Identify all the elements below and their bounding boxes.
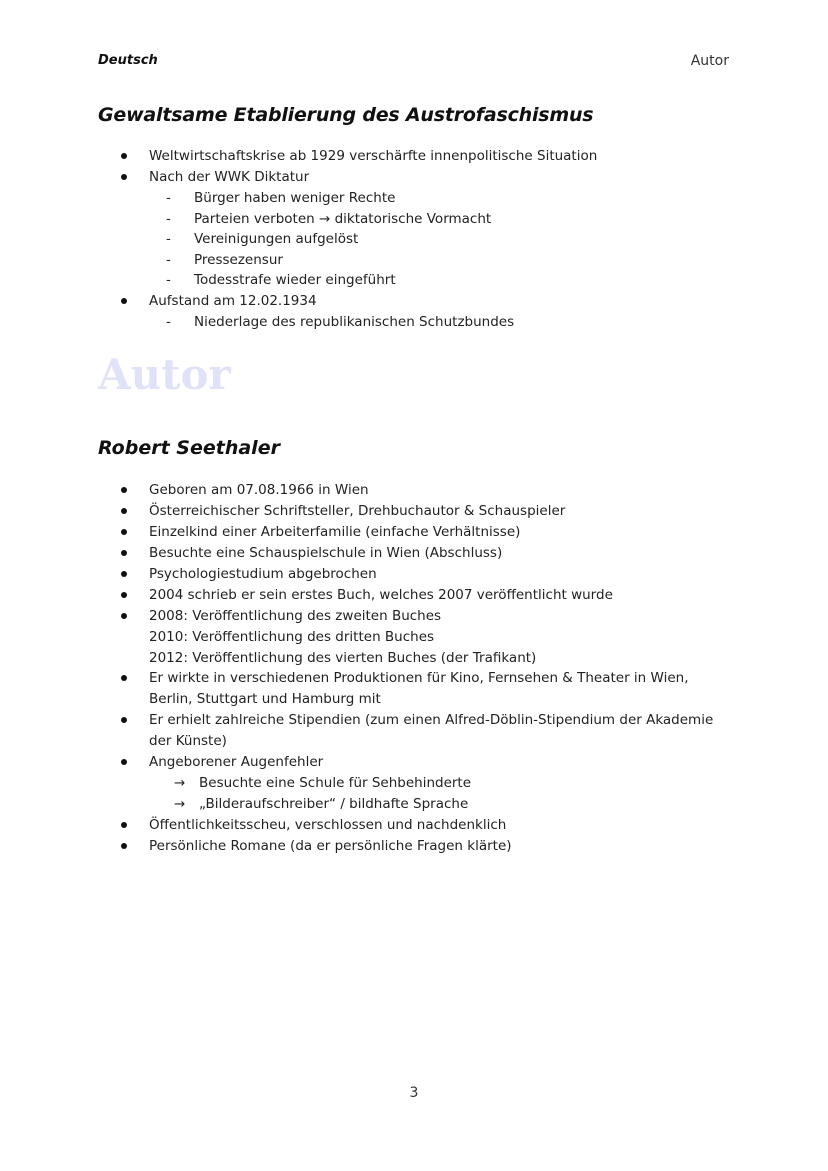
list-item (0, 585, 828, 606)
bullet-icon (121, 843, 127, 849)
list-item (0, 710, 828, 752)
list-item (0, 501, 828, 522)
list-item (0, 564, 828, 585)
arrow-right-icon: → (174, 775, 186, 791)
bullet-icon (121, 529, 127, 535)
list-item-text: Nach der WWK Diktatur (149, 169, 310, 185)
list-item-text: Er erhielt zahlreiche Stipendien (zum einen Alfred-Döblin-Stipendium der Akademie der Künste) (149, 712, 714, 749)
sub-item-text: Bürger haben weniger Rechte (194, 190, 396, 206)
arrow-item (0, 773, 828, 794)
sub-item (0, 209, 828, 230)
sub-item-text: Vereinigungen aufgelöst (194, 231, 359, 247)
bullet-icon (121, 592, 127, 598)
bullet-icon (121, 675, 127, 681)
sub-item-text: Pressezensur (194, 251, 283, 268)
list-item (0, 606, 828, 627)
bullet-icon (121, 759, 127, 765)
list-item-text: Öffentlichkeitsscheu, verschlossen und nachdenklich (149, 817, 507, 833)
bullet-icon (121, 822, 127, 828)
list-item-text: Aufstand am 12.02.1934 (149, 292, 317, 309)
header-topic: Autor (690, 53, 729, 69)
list-item (0, 167, 828, 188)
arrow-item-text: Besuchte eine Schule für Sehbehinderte (199, 775, 472, 791)
sub-item (0, 250, 828, 271)
dash-icon: - (166, 313, 171, 330)
arrow-item (0, 794, 828, 815)
arrow-right-icon: → (174, 796, 186, 812)
list-item-text: 2004 schrieb er sein erstes Buch, welches 2007 veröffentlicht wurde (149, 587, 613, 603)
bullet-icon (121, 571, 127, 577)
chapter-heading-autor: Autor (98, 350, 231, 399)
dash-icon: - (166, 272, 171, 288)
list-item-text: 2010: Veröffentlichung des dritten Buches (149, 629, 435, 645)
section-title-austrofaschismus: Gewaltsame Etablierung des Austrofaschismus (98, 104, 594, 126)
list-item (0, 291, 828, 312)
list-item-text: Psychologiestudium abgebrochen (149, 566, 377, 582)
bullet-icon (121, 613, 127, 619)
bullet-icon (121, 487, 127, 493)
bullet-icon (121, 508, 127, 514)
list-item (0, 543, 828, 564)
list-item-continuation (0, 627, 828, 648)
dash-icon: - (166, 210, 171, 227)
sub-item (0, 270, 828, 291)
sub-item (0, 229, 828, 250)
seethaler-list (0, 480, 828, 857)
list-item-text: 2008: Veröffentlichung des zweiten Buches (149, 608, 442, 624)
austrofaschismus-list (0, 146, 828, 332)
list-item-text: Persönliche Romane (da er persönliche Fragen klärte) (149, 838, 512, 854)
page-number: 3 (409, 1085, 419, 1101)
sub-item (0, 188, 828, 209)
list-item-text: Er wirkte in verschiedenen Produktionen für Kino, Fernsehen & Theater in Wien, Berlin, Stuttgart und Hamburg mit (149, 670, 689, 707)
list-item-continuation (0, 648, 828, 669)
list-item (0, 752, 828, 773)
bullet-icon (121, 153, 127, 159)
sub-item-text: Niederlage des republikanischen Schutzbundes (194, 313, 515, 330)
list-item-text: Geboren am 07.08.1966 in Wien (149, 482, 369, 498)
list-item-text: 2012: Veröffentlichung des vierten Buches (der Trafikant) (149, 649, 537, 666)
sub-item (0, 312, 828, 333)
list-item-text: Einzelkind einer Arbeiterfamilie (einfache Verhältnisse) (149, 524, 521, 540)
list-item (0, 836, 828, 857)
bullet-icon (121, 550, 127, 556)
dash-icon: - (166, 231, 171, 247)
list-item-text: Weltwirtschaftskrise ab 1929 verschärfte innenpolitische Situation (149, 148, 598, 164)
sub-item-text: Parteien verboten → diktatorische Vormacht (194, 210, 492, 227)
list-item (0, 480, 828, 501)
list-item-text: Besuchte eine Schauspielschule in Wien (Abschluss) (149, 545, 503, 561)
list-item (0, 146, 828, 167)
section-title-robert-seethaler: Robert Seethaler (98, 437, 280, 459)
bullet-icon (121, 717, 127, 723)
bullet-icon (121, 298, 127, 304)
list-item (0, 815, 828, 836)
dash-icon: - (166, 251, 171, 268)
list-item-text: Österreichischer Schriftsteller, Drehbuchautor & Schauspieler (149, 503, 566, 519)
list-item (0, 522, 828, 543)
arrow-item-text: „Bilderaufschreiber“ / bildhafte Sprache (199, 796, 469, 812)
dash-icon: - (166, 190, 171, 206)
bullet-icon (121, 174, 127, 180)
list-item-text: Angeborener Augenfehler (149, 754, 324, 770)
sub-item-text: Todesstrafe wieder eingeführt (194, 272, 396, 288)
list-item (0, 668, 828, 710)
header-subject: Deutsch (98, 53, 158, 68)
